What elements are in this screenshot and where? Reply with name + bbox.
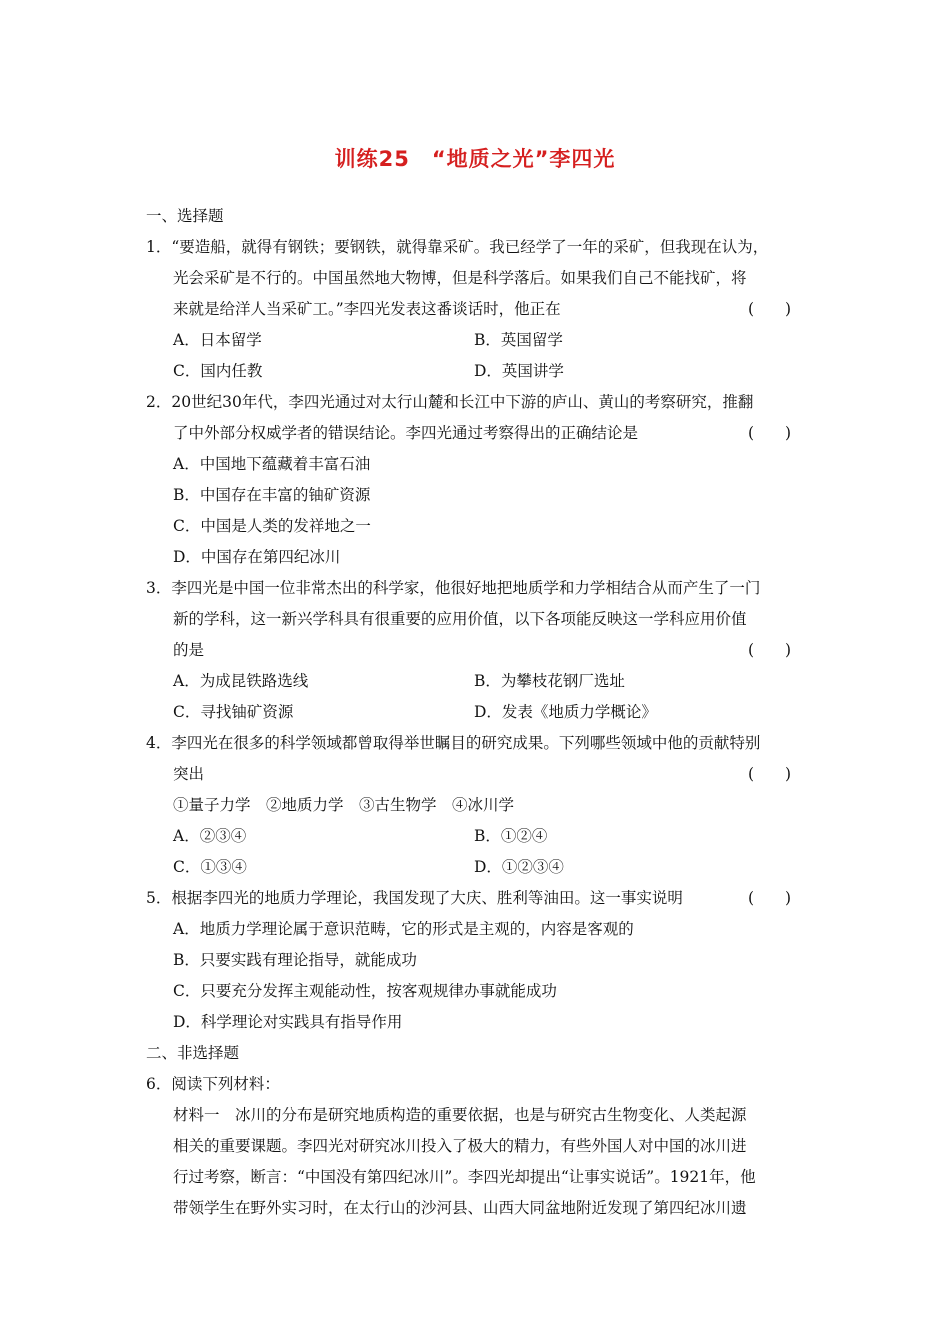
- question-4: [0, 728, 950, 759]
- answer-blank: ( ): [748, 424, 792, 442]
- question-text: 光会采矿是不行的。中国虽然地大物博，但是科学落后。如果我们自己不能找矿，将: [173, 269, 747, 287]
- option-d: D．①②③④: [474, 858, 564, 876]
- section-heading-nonchoice: 二、非选择题: [146, 1044, 240, 1062]
- question-text: 根据李四光的地质力学理论，我国发现了大庆、胜利等油田。这一事实说明: [171, 889, 683, 907]
- option-a: A．为成昆铁路选线: [173, 672, 309, 690]
- question-text: 阅读下列材料：: [171, 1075, 280, 1093]
- question-text: 来就是给洋人当采矿工。”李四光发表这番谈话时，他正在: [173, 300, 561, 318]
- answer-blank: ( ): [748, 300, 792, 318]
- question-number: 1．: [146, 238, 172, 256]
- question-text: 李四光在很多的科学领域都曾取得举世瞩目的研究成果。下列哪些领域中他的贡献特别: [171, 734, 761, 752]
- material-text: 行过考察，断言：“中国没有第四纪冰川”。李四光却提出“让事实说话”。1921年，他: [173, 1168, 756, 1186]
- option-a: A．日本留学: [173, 331, 262, 349]
- title-topic: “地质之光”李四光: [431, 147, 616, 171]
- question-6: [0, 1069, 950, 1100]
- option-a: A．②③④: [173, 827, 247, 845]
- question-text: 20世纪30年代，李四光通过对太行山麓和长江中下游的庐山、黄山的考察研究，推翻: [171, 393, 754, 411]
- question-text: 的是: [173, 641, 205, 659]
- question-number: 3．: [146, 579, 172, 597]
- question-5: [0, 883, 950, 914]
- option-b: B．只要实践有理论指导，就能成功: [173, 951, 417, 969]
- question-number: 5．: [146, 889, 172, 907]
- material-text: 材料一 冰川的分布是研究地质构造的重要依据，也是与研究古生物变化、人类起源: [173, 1106, 747, 1124]
- question-3: [0, 573, 950, 604]
- option-b: B．中国存在丰富的铀矿资源: [173, 486, 371, 504]
- option-d: D．发表《地质力学概论》: [474, 703, 657, 721]
- option-d: D．中国存在第四纪冰川: [173, 548, 341, 566]
- question-text: 了中外部分权威学者的错误结论。李四光通过考察得出的正确结论是: [173, 424, 639, 442]
- answer-blank: ( ): [748, 765, 792, 783]
- question-text: 突出: [173, 765, 205, 783]
- option-c: C．中国是人类的发祥地之一: [173, 517, 371, 535]
- option-a: A．中国地下蕴藏着丰富石油: [173, 455, 371, 473]
- option-c: C．寻找铀矿资源: [173, 703, 294, 721]
- option-b: B．为攀枝花钢厂选址: [474, 672, 625, 690]
- question-text: “要造船，就得有钢铁；要钢铁，就得靠采矿。我已经学了一年的采矿，但我现在认为，: [171, 238, 769, 256]
- option-c: C．国内任教: [173, 362, 263, 380]
- option-d: D．英国讲学: [474, 362, 564, 380]
- question-number: 6．: [146, 1075, 172, 1093]
- option-a: A．地质力学理论属于意识范畴，它的形式是主观的，内容是客观的: [173, 920, 634, 938]
- title-lesson: 训练25: [334, 147, 410, 171]
- material-text: 相关的重要课题。李四光对研究冰川投入了极大的精力，有些外国人对中国的冰川进: [173, 1137, 747, 1155]
- material-text: 带领学生在野外实习时，在太行山的沙河县、山西大同盆地附近发现了第四纪冰川遗: [173, 1199, 747, 1217]
- option-d: D．科学理论对实践具有指导作用: [173, 1013, 403, 1031]
- question-2: [0, 387, 950, 418]
- option-b: B．英国留学: [474, 331, 563, 349]
- question-number: 2．: [146, 393, 172, 411]
- page-title: [0, 143, 950, 173]
- answer-blank: ( ): [748, 641, 792, 659]
- document-body: [0, 201, 950, 1224]
- question-text: 新的学科，这一新兴学科具有很重要的应用价值，以下各项能反映这一学科应用价值: [173, 610, 747, 628]
- option-c: C．只要充分发挥主观能动性，按客观规律办事就能成功: [173, 982, 557, 1000]
- section-heading-choice: 一、选择题: [146, 207, 224, 225]
- question-text: 李四光是中国一位非常杰出的科学家，他很好地把地质学和力学相结合从而产生了一门: [171, 579, 761, 597]
- question-items: ①量子力学 ②地质力学 ③古生物学 ④冰川学: [173, 796, 515, 814]
- option-b: B．①②④: [474, 827, 548, 845]
- option-c: C．①③④: [173, 858, 247, 876]
- answer-blank: ( ): [748, 889, 792, 907]
- question-1: [0, 232, 950, 263]
- question-number: 4．: [146, 734, 172, 752]
